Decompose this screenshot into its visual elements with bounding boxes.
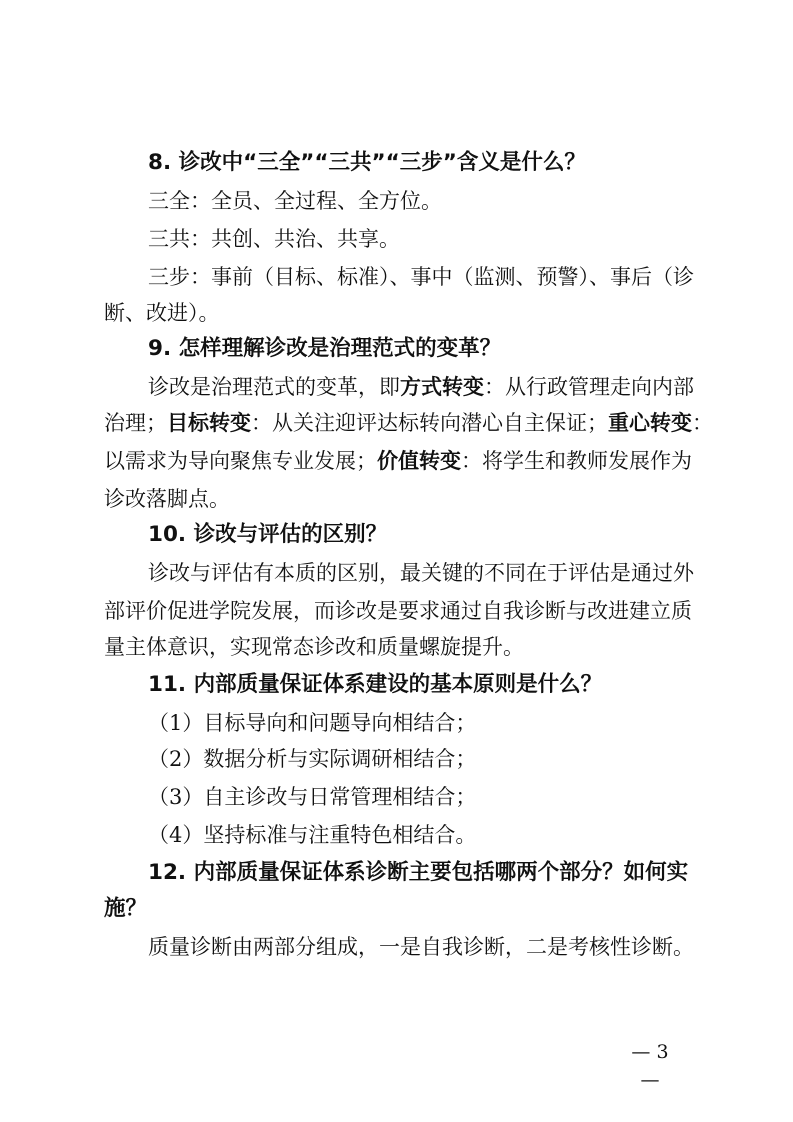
q9-l3-bold: 价值转变 (377, 449, 461, 473)
q11-list-item: （3）自主诊改与日常管理相结合； (148, 785, 477, 809)
q8-answer-line-4: 断、改进）。 (104, 301, 220, 325)
q9-l3-post: ：将学生和教师发展作为 (461, 449, 692, 473)
q8-answer-line-2: 三共：共创、共治、共享。 (148, 227, 400, 251)
q9-paragraph-line-4: 诊改落脚点。 (104, 487, 230, 511)
q9-l2-pre: 治理； (104, 411, 167, 435)
q9-paragraph-line-3 (104, 444, 692, 478)
q12-title-line-1 (148, 856, 693, 890)
q9-l2-bold-2: 重心转变 (608, 411, 692, 435)
q10-paragraph-line-3: 量主体意识，实现常态诊改和质量螺旋提升。 (104, 635, 524, 659)
q9-l2-mid: ：从关注迎评达标转向潜心自主保证； (251, 411, 608, 435)
q8-title: 8. 诊改中“三全”“三共”“三步”含义是什么？ (148, 150, 586, 175)
q11-list-item: （4）坚持标准与注重特色相结合。 (148, 823, 477, 847)
q12-title-line-2: 施？ (104, 896, 148, 921)
q9-l1-bold: 方式转变 (400, 375, 484, 399)
q12-title-text: 12. 内部质量保证体系诊断主要包括哪两个部分？如何实 (148, 860, 689, 885)
q10-paragraph-line-2: 部评价促进学院发展，而诊改是要求通过自我诊断与改进建立质 (104, 599, 692, 623)
q9-paragraph-line-2 (104, 406, 713, 440)
q9-l2-bold-1: 目标转变 (167, 411, 251, 435)
q11-list-item: （1）目标导向和问题导向相结合； (148, 711, 477, 735)
q10-paragraph-line-1: 诊改与评估有本质的区别，最关键的不同在于评估是通过外 (148, 561, 694, 585)
q9-l1-post: ：从行政管理走向内部 (484, 375, 694, 399)
q8-answer-line-3-text: 三步：事前（目标、标准）、事中（监测、预警）、事后（诊 (148, 265, 694, 289)
q8-answer-line-3 (148, 260, 693, 294)
q9-l1-pre: 诊改是治理范式的变革，即 (148, 375, 400, 399)
q11-list-item: （2）数据分析与实际调研相结合； (148, 747, 477, 771)
q9-title: 9. 怎样理解诊改是治理范式的变革？ (148, 336, 502, 361)
q9-l3-pre: 以需求为导向聚焦专业发展； (104, 449, 377, 473)
q9-paragraph-line-1 (148, 370, 694, 404)
q11-title: 11. 内部质量保证体系建设的基本原则是什么？ (148, 672, 603, 697)
q12-paragraph-line-1: 质量诊断由两部分组成，一是自我诊断，二是考核性诊断。 (148, 935, 694, 959)
page-number: — 3 — (631, 1041, 669, 1091)
q9-l2-post: ： (692, 411, 713, 435)
q8-answer-line-1: 三全：全员、全过程、全方位。 (148, 189, 442, 213)
q10-title: 10. 诊改与评估的区别？ (148, 522, 388, 547)
